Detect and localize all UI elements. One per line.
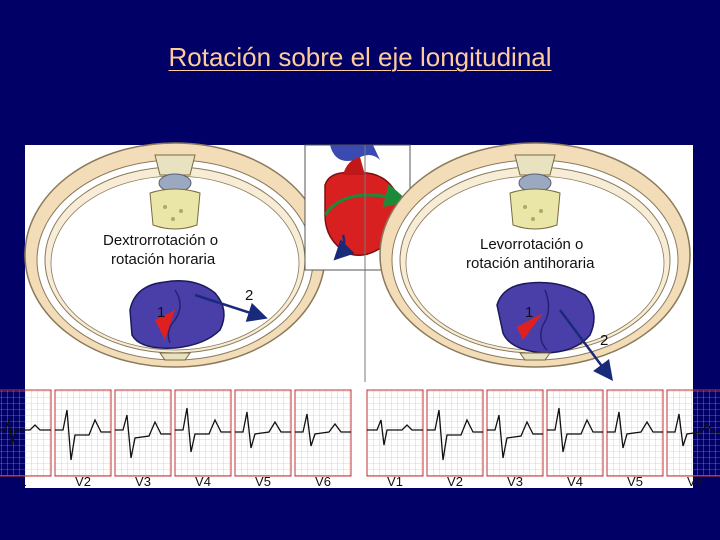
left-ecg-lead-2: [115, 390, 171, 476]
left-ecg-label-5: V6: [315, 474, 331, 489]
right-arrow-number-1: 1: [525, 304, 534, 321]
spine-icon: [510, 155, 560, 229]
right-ecg-label-4: V5: [627, 474, 643, 489]
right-ecg-label-0: V1: [387, 474, 403, 489]
right-ecg-label-1: V2: [447, 474, 463, 489]
left-heart-icon: [130, 281, 224, 348]
right-ecg-lead-1: [427, 390, 483, 476]
left-label-line1: Dextrorrotación o: [103, 232, 219, 249]
left-chest-section: [25, 143, 325, 367]
spine-icon: [150, 155, 200, 229]
left-ecg-lead-5: [295, 390, 351, 476]
left-ecg-lead-4: [235, 390, 291, 476]
left-ecg-label-0: 1: [19, 474, 27, 489]
slide-title: Rotación sobre el eje longitudinal: [168, 42, 552, 72]
right-label-line1: Levorrotación o: [480, 236, 584, 253]
rotation-figure: [19, 145, 703, 489]
left-ecg-lead-1: [55, 390, 111, 476]
right-ecg-lead-4: [607, 390, 663, 476]
left-ecg-lead-3: [175, 390, 231, 476]
left-ecg-label-2: V3: [135, 474, 151, 489]
ecg-strip: [0, 385, 720, 489]
left-arrow-number-1: 1: [157, 304, 166, 321]
right-ecg-lead-2: [487, 390, 543, 476]
right-label-line2: rotación antihoraria: [466, 255, 595, 272]
right-ecg-lead-5: [667, 390, 720, 476]
right-ecg-lead-3: [547, 390, 603, 476]
right-heart-icon: [497, 283, 594, 354]
left-arrow-number-2: 2: [245, 287, 254, 304]
left-ecg-label-1: V2: [75, 474, 91, 489]
right-ecg-lead-0: [367, 390, 423, 476]
right-ecg-label-5: V6: [687, 474, 703, 489]
right-arrow-number-2: 2: [600, 332, 609, 349]
right-ecg-label-3: V4: [567, 474, 583, 489]
left-ecg-label-3: V4: [195, 474, 211, 489]
right-chest-section: [380, 143, 690, 377]
left-ecg-lead-0: [0, 390, 51, 476]
left-ecg-label-4: V5: [255, 474, 271, 489]
left-label-line2: rotación horaria: [111, 251, 216, 268]
right-ecg-label-2: V3: [507, 474, 523, 489]
rotation-diagram: [19, 145, 703, 489]
